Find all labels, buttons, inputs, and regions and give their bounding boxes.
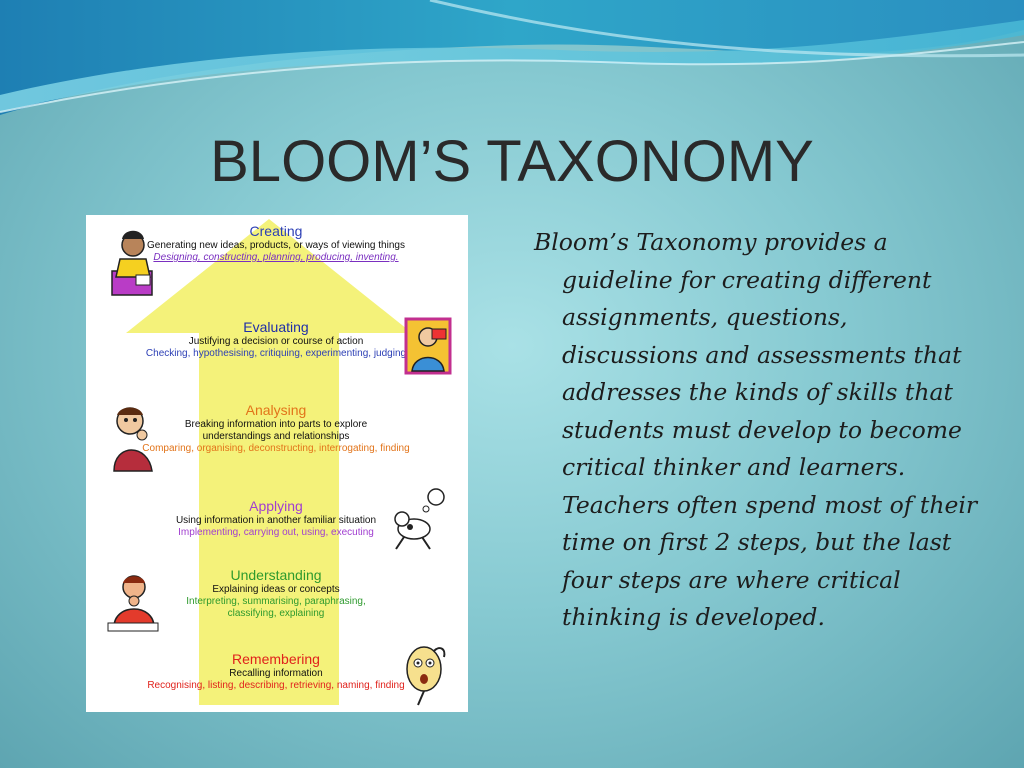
level-applying: [126, 498, 426, 539]
level-title: Applying: [249, 498, 303, 514]
creating-figure-icon: [106, 225, 158, 299]
level-description: Explaining ideas or concepts: [212, 584, 340, 595]
level-title: Creating: [249, 223, 303, 239]
level-examples: Checking, hypothesising, critiquing, experimenting, judging: [145, 348, 407, 359]
level-understanding: [126, 567, 426, 620]
level-description: Generating new ideas, products, or ways of viewing things: [147, 240, 405, 251]
level-examples: Interpreting, summarising, paraphrasing, classifying, explaining: [186, 596, 366, 619]
bloom-diagram: [86, 215, 468, 712]
level-examples: Implementing, carrying out, using, executing: [178, 527, 374, 538]
analysing-figure-icon: [108, 401, 158, 473]
evaluating-figure-icon: [402, 315, 454, 377]
level-remembering: [126, 651, 426, 692]
level-creating: [126, 223, 426, 264]
applying-figure-icon: [386, 485, 452, 555]
remembering-figure-icon: [400, 641, 450, 707]
level-title: Understanding: [230, 567, 322, 583]
level-title: Remembering: [232, 651, 320, 667]
level-description: Justifying a decision or course of action: [188, 336, 364, 347]
level-examples: Designing, constructing, planning, producing, inventing.: [153, 252, 399, 263]
description-paragraph: Bloom’s Taxonomy provides a guideline for creating different assignments, questions, discussions and assessments that addresses the kinds of skills that students must develop to become critical thinker and learners. Teachers often spend most of their time on first 2 steps, but the last four steps are where critical thinking is developed.: [534, 228, 978, 631]
level-examples: Recognising, listing, describing, retrieving, naming, finding: [147, 680, 405, 691]
decorative-waves: [0, 0, 1024, 130]
level-title: Evaluating: [243, 319, 309, 335]
level-evaluating: [126, 319, 426, 360]
level-description: Recalling information: [229, 668, 323, 679]
level-description: Using information in another familiar situation: [175, 515, 377, 526]
level-description: Breaking information into parts to explore understandings and relationships: [184, 419, 368, 442]
level-examples: Comparing, organising, deconstructing, interrogating, finding: [142, 443, 410, 454]
slide-title: BLOOM’S TAXONOMY: [210, 129, 814, 194]
understanding-figure-icon: [106, 571, 160, 633]
description-text: [530, 224, 990, 637]
level-analysing: [126, 402, 426, 455]
level-title: Analysing: [245, 402, 307, 418]
